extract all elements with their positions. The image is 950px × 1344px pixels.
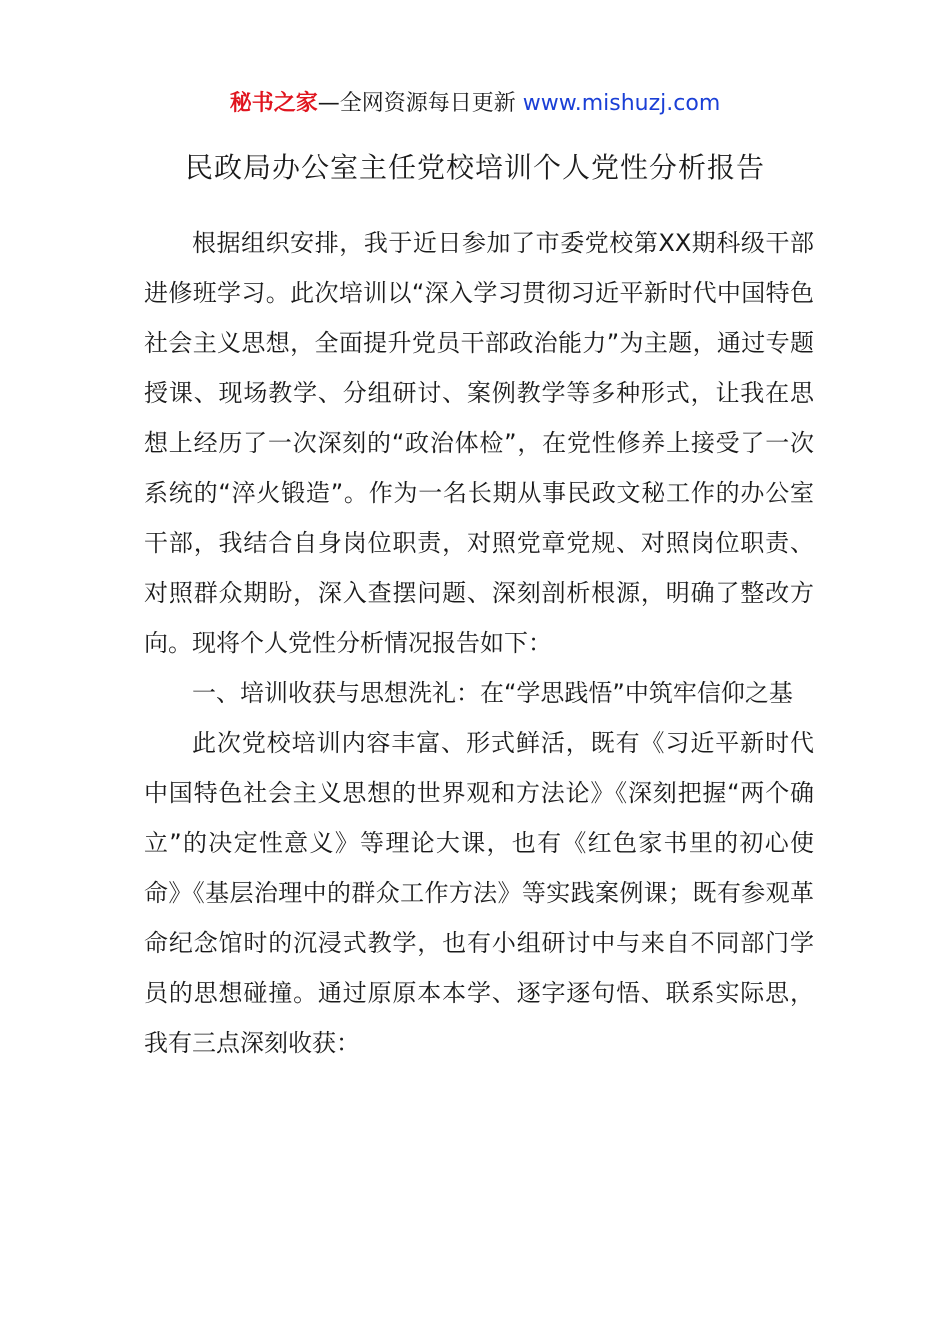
section-heading-1: 一、培训收获与思想洗礼：在“学思践悟”中筑牢信仰之基 xyxy=(192,679,793,707)
document-title: 民政局办公室主任党校培训个人党性分析报告 xyxy=(184,151,765,184)
site-tagline: —全网资源每日更新 xyxy=(317,91,523,116)
intro-paragraph: 根据组织安排，我于近日参加了市委党校第XX期科级干部进修班学习。此次培训以“深入学习贯彻习近平新时代中国特色社会主义思想，全面提升党员干部政治能力”为主题，通过专题授课、现场教学、分组研讨、案例教学等多种形式，让我在思想上经历了一次深刻的“政治体检”，在党性修养上接受了一次系统的“淬火锻造”。作为一名长期从事民政文秘工作的办公室干部，我结合自身岗位职责，对照党章党规、对照岗位职责、对照群众期盼，深入查摆问题、深刻剖析根源，明确了整改方向。现将个人党性分析情况报告如下： xyxy=(144,229,814,657)
site-header xyxy=(0,86,950,122)
site-url-link[interactable]: www.mishuzj.com xyxy=(522,91,721,116)
brand-name: 秘书之家 xyxy=(229,91,318,116)
document-body xyxy=(144,218,814,1068)
body-paragraph: 此次党校培训内容丰富、形式鲜活，既有《习近平新时代中国特色社会主义思想的世界观和方法论》《深刻把握“两个确立”的决定性意义》等理论大课，也有《红色家书里的初心使命》《基层治理中的群众工作方法》等实践案例课；既有参观革命纪念馆时的沉浸式教学，也有小组研讨中与来自不同部门学员的思想碰撞。通过原原本本学、逐字逐句悟、联系实际思，我有三点深刻收获： xyxy=(144,729,814,1057)
